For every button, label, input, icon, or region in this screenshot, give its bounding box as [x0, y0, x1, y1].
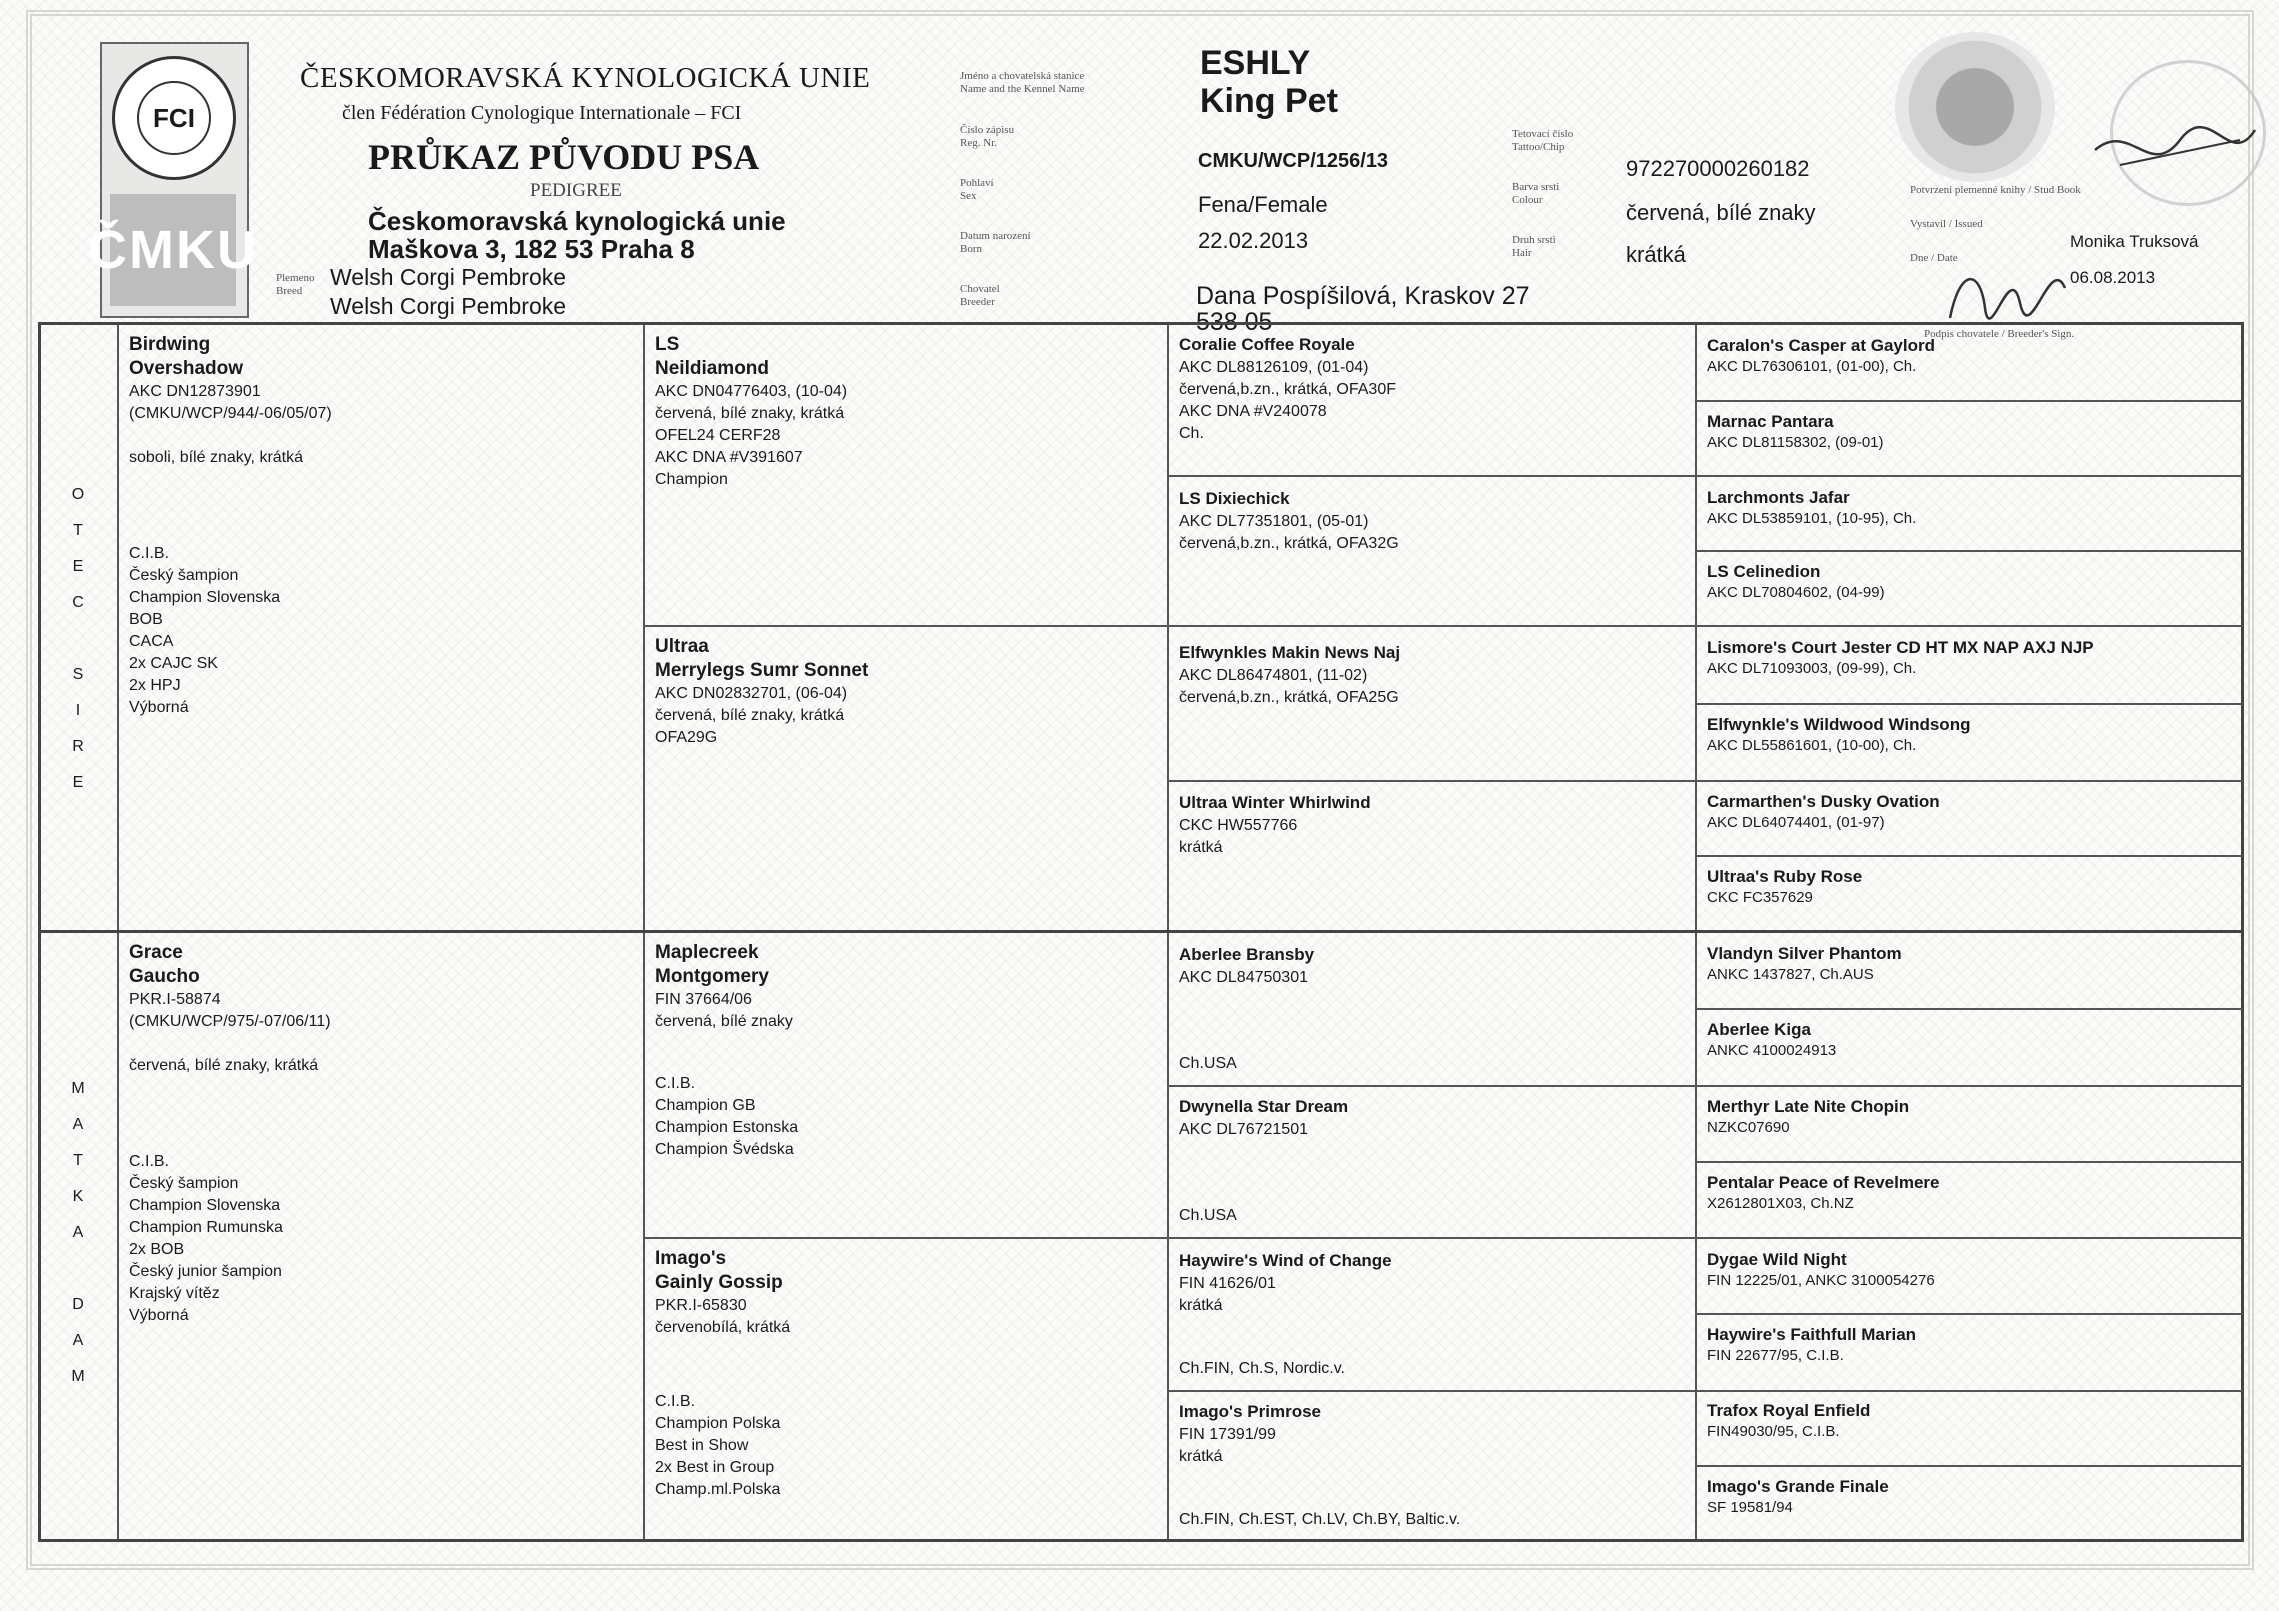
- gen2-title: Champion Švédska: [655, 1141, 794, 1158]
- gen4-name: Marnac Pantara: [1707, 412, 1834, 431]
- org-name: ČESKOMORAVSKÁ KYNOLOGICKÁ UNIE: [300, 62, 871, 94]
- date-label: Dne / Date: [1910, 252, 1958, 264]
- born-label-cz: Datum narození: [960, 230, 1031, 242]
- gen4-line: AKC DL64074401, (01-97): [1707, 814, 1885, 831]
- gen2-cell: [645, 327, 1165, 623]
- dam-name-line1: Grace: [129, 942, 183, 963]
- gen2-line: OFA29G: [655, 729, 718, 746]
- reg-label: [960, 124, 1014, 150]
- gen4-name: Carmarthen's Dusky Ovation: [1707, 792, 1940, 811]
- gen4-cell: [1697, 1318, 2243, 1388]
- gen2-title: Champion Polska: [655, 1415, 781, 1432]
- hair-label-cz: Druh srsti: [1512, 234, 1556, 246]
- gen2-title: Best in Show: [655, 1437, 749, 1454]
- gen2-name: Maplecreek: [655, 942, 759, 963]
- gen3-cell: [1169, 1394, 1693, 1539]
- colour-label-cz: Barva srsti: [1512, 181, 1560, 193]
- gen4-line: ANKC 4100024913: [1707, 1042, 1837, 1059]
- dam-title: Český junior šampion: [129, 1263, 282, 1280]
- gen4-name: Trafox Royal Enfield: [1707, 1401, 1871, 1420]
- name-label-cz: Jméno a chovatelská stanice: [960, 70, 1085, 82]
- gen2-name: Ultraa: [655, 636, 709, 657]
- gen3-divider-2: [1167, 780, 2243, 782]
- sire-title: 2x CAJC SK: [129, 655, 218, 672]
- gen3-line: AKC DL84750301: [1179, 969, 1308, 986]
- gen2-line: červenobílá, krátká: [655, 1319, 791, 1336]
- gen2-line: AKC DN02832701, (06-04): [655, 685, 848, 702]
- sire-name-line2: Overshadow: [129, 358, 244, 379]
- gen4-cell: [1697, 631, 2243, 701]
- gen4-line: FIN 12225/01, ANKC 3100054276: [1707, 1272, 1935, 1289]
- gen4-cell: [1697, 1090, 2243, 1160]
- gen2-title: Champ.ml.Polska: [655, 1481, 781, 1498]
- sire-title: Výborná: [129, 699, 189, 716]
- dam-reg-cz: (CMKU/WCP/975/-07/06/11): [129, 1013, 331, 1030]
- sex-label: [960, 177, 994, 203]
- sire-gap: [129, 469, 629, 543]
- stud-book-label: Potvrzení plemenné knihy / Stud Book: [1910, 184, 2081, 196]
- sire-title: BOB: [129, 611, 163, 628]
- gen2-cell: [645, 629, 1165, 927]
- breeder-label-cz: Chovatel: [960, 283, 1000, 295]
- colour-label: [1512, 181, 1559, 207]
- sire-letter: I: [75, 702, 81, 719]
- dam-letter: D: [72, 1296, 84, 1313]
- gen4-cell: [1697, 937, 2243, 1007]
- dam-reg: PKR.I-58874: [129, 991, 221, 1008]
- sire-name-line1: Birdwing: [129, 334, 211, 355]
- gen4-name: Larchmonts Jafar: [1707, 488, 1850, 507]
- gen3-name: Dwynella Star Dream: [1179, 1097, 1349, 1116]
- gen3-line: AKC DNA #V240078: [1179, 403, 1327, 420]
- gen3-titles: Ch.USA: [1179, 1055, 1237, 1072]
- gen3-line: červená,b.zn., krátká, OFA32G: [1179, 535, 1399, 552]
- issued-label: Vystavil / Issued: [1910, 218, 1983, 230]
- tattoo-label-cz: Tetovací číslo: [1512, 128, 1574, 140]
- gen3-name: Haywire's Wind of Change: [1179, 1251, 1392, 1270]
- hair-value: krátká: [1626, 242, 1686, 267]
- breed-label: [276, 272, 315, 298]
- gen2-name: Montgomery: [655, 966, 769, 987]
- signature-bottom: [1940, 248, 2080, 328]
- gen2-line: AKC DN04776403, (10-04): [655, 383, 848, 400]
- gen3-divider-3: [1167, 1085, 2243, 1087]
- dam-cell: [119, 935, 639, 1535]
- gen4-line: CKC FC357629: [1707, 889, 1813, 906]
- gen4-name: Ultraa's Ruby Rose: [1707, 867, 1863, 886]
- gen4-cell: [1697, 329, 2243, 399]
- gen4-line: AKC DL53859101, (10-95), Ch.: [1707, 510, 1917, 527]
- gen2-line: FIN 37664/06: [655, 991, 752, 1008]
- reg-number: CMKU/WCP/1256/13: [1198, 150, 1389, 172]
- reg-label-cz: Číslo zápisu: [960, 124, 1015, 136]
- gen2-line: Champion: [655, 471, 728, 488]
- dam-letter: M: [71, 1080, 85, 1097]
- gen4-name: Lismore's Court Jester CD HT MX NAP AXJ NJP: [1707, 638, 2094, 657]
- sire-letter: S: [72, 666, 84, 683]
- gen2-gap: [655, 1339, 1155, 1391]
- gen2-title: C.I.B.: [655, 1393, 696, 1410]
- gen4-line: X2612801X03, Ch.NZ: [1707, 1195, 1854, 1212]
- gen4-line: AKC DL81158302, (09-01): [1707, 434, 1884, 451]
- dam-title: Výborná: [129, 1307, 189, 1324]
- gen4-name: Pentalar Peace of Revelmere: [1707, 1173, 1940, 1192]
- gen4-name: Dygae Wild Night: [1707, 1250, 1847, 1269]
- dog-name-line1: ESHLY: [1200, 44, 1311, 82]
- gen4-divider-8: [1695, 1465, 2243, 1467]
- gen3-divider-1: [1167, 475, 2243, 477]
- gen2-title: C.I.B.: [655, 1075, 696, 1092]
- pedigree-table: [38, 322, 2244, 1542]
- gen2-name: Neildiamond: [655, 358, 770, 379]
- gen3-titles: Ch.FIN, Ch.S, Nordic.v.: [1179, 1360, 1345, 1377]
- sex-label-en: Sex: [960, 190, 977, 202]
- gen3-cell: [1169, 1243, 1693, 1388]
- born-label-en: Born: [960, 243, 982, 255]
- breed-value-cz: Welsh Corgi Pembroke: [330, 264, 567, 290]
- gen2-title: 2x Best in Group: [655, 1459, 775, 1476]
- dam-name-line2: Gaucho: [129, 966, 200, 987]
- colour-value: červená, bílé znaky: [1626, 200, 1816, 225]
- cmku-logo: ČMKU: [110, 194, 236, 306]
- sire-reg: AKC DN12873901: [129, 383, 261, 400]
- sire-title: C.I.B.: [129, 545, 170, 562]
- gen3-line: FIN 17391/99: [1179, 1426, 1276, 1443]
- letter-gap: [65, 1251, 91, 1287]
- colour-label-en: Colour: [1512, 194, 1543, 206]
- gen4-cell: [1697, 785, 2243, 855]
- gen4-line: FIN49030/95, C.I.B.: [1707, 1423, 1840, 1440]
- gen4-cell: [1697, 860, 2243, 930]
- sire-reg-cz: (CMKU/WCP/944/-06/05/07): [129, 405, 332, 422]
- gen4-divider-7: [1695, 1313, 2243, 1315]
- gen4-name: Merthyr Late Nite Chopin: [1707, 1097, 1910, 1116]
- sire-colour: soboli, bílé znaky, krátká: [129, 449, 304, 466]
- sire-letter: T: [73, 522, 83, 539]
- gen2-line: červená, bílé znaky: [655, 1013, 793, 1030]
- gen3-line: krátká: [1179, 1297, 1223, 1314]
- sex-value: Fena/Female: [1198, 192, 1328, 217]
- breeder-value-line1: Dana Pospíšilová, Kraskov 27: [1196, 282, 1530, 310]
- gen2-line: PKR.I-65830: [655, 1297, 747, 1314]
- dam-title: Český šampion: [129, 1175, 239, 1192]
- sire-letter: O: [71, 486, 85, 503]
- gen4-name: Vlandyn Silver Phantom: [1707, 944, 1902, 963]
- gen3-line: krátká: [1179, 1448, 1223, 1465]
- breeder-label: [960, 283, 1000, 309]
- gen4-cell: [1697, 1394, 2243, 1464]
- gen3-line: Ch.: [1179, 425, 1204, 442]
- gen4-cell: [1697, 555, 2243, 625]
- dam-title: Krajský vítěz: [129, 1285, 220, 1302]
- gen2-cell: [645, 1241, 1165, 1539]
- breeder-sign-label: Podpis chovatele / Breeder's Sign.: [1924, 328, 2075, 340]
- gen2-title: Champion Estonska: [655, 1119, 799, 1136]
- gen4-line: AKC DL71093003, (09-99), Ch.: [1707, 660, 1917, 677]
- gen3-name: Imago's Primrose: [1179, 1402, 1321, 1421]
- gen3-cell: [1169, 635, 1693, 777]
- fci-logo: [112, 56, 236, 180]
- dam-title: 2x BOB: [129, 1241, 185, 1258]
- gen4-divider-4: [1695, 855, 2243, 857]
- gen3-line: AKC DL76721501: [1179, 1121, 1308, 1138]
- gen4-line: FIN 22677/95, C.I.B.: [1707, 1347, 1844, 1364]
- sire-letter: C: [72, 594, 84, 611]
- gen2-divider-2: [643, 1237, 2243, 1239]
- dam-letter: A: [72, 1116, 84, 1133]
- page-title: PRŮKAZ PŮVODU PSA: [368, 137, 760, 177]
- gen3-line: CKC HW557766: [1179, 817, 1298, 834]
- org-address-line1: Českomoravská kynologická unie: [368, 206, 786, 236]
- sire-title: 2x HPJ: [129, 677, 181, 694]
- gen4-cell: [1697, 1470, 2243, 1540]
- issued-date: 06.08.2013: [2070, 268, 2156, 287]
- name-label-en: Name and the Kennel Name: [960, 83, 1085, 95]
- breeder-label-en: Breeder: [960, 296, 995, 308]
- gen2-line: červená, bílé znaky, krátká: [655, 405, 845, 422]
- gen4-cell: [1697, 708, 2243, 778]
- logo-panel: [88, 42, 258, 318]
- issued-by: Monika Truksová: [2070, 232, 2199, 251]
- sire-letter: R: [72, 738, 84, 755]
- gen2-name: Merrylegs Sumr Sonnet: [655, 660, 869, 681]
- gen4-name: Elfwynkle's Wildwood Windsong: [1707, 715, 1971, 734]
- gen4-line: AKC DL76306101, (01-00), Ch.: [1707, 358, 1917, 375]
- breed-value-en: Welsh Corgi Pembroke: [330, 293, 567, 319]
- dog-name-line2: King Pet: [1200, 82, 1338, 120]
- dam-gap: [129, 1077, 629, 1151]
- gen3-line: červená,b.zn., krátká, OFA25G: [1179, 689, 1399, 706]
- gen2-name: Gainly Gossip: [655, 1272, 783, 1293]
- gen3-name: Coralie Coffee Royale: [1179, 335, 1355, 354]
- gen3-line: krátká: [1179, 839, 1223, 856]
- gen4-divider-5: [1695, 1008, 2243, 1010]
- tattoo-value: 972270000260182: [1626, 156, 1810, 181]
- gen4-cell: [1697, 1013, 2243, 1083]
- gen4-line: AKC DL55861601, (10-00), Ch.: [1707, 737, 1917, 754]
- gen4-name: Imago's Grande Finale: [1707, 1477, 1889, 1496]
- gen4-divider-3: [1695, 703, 2243, 705]
- page-subtitle: PEDIGREE: [530, 180, 622, 201]
- gen4-line: SF 19581/94: [1707, 1499, 1793, 1516]
- gen3-titles: Ch.FIN, Ch.EST, Ch.LV, Ch.BY, Baltic.v.: [1179, 1511, 1461, 1528]
- gen2-line: OFEL24 CERF28: [655, 427, 781, 444]
- gen3-divider-4: [1167, 1390, 2243, 1392]
- gen2-cell: [645, 935, 1165, 1235]
- gen4-divider-1: [1695, 400, 2243, 402]
- gen2-name: Imago's: [655, 1248, 727, 1269]
- gen3-line: červená,b.zn., krátká, OFA30F: [1179, 381, 1396, 398]
- sire-title: CACA: [129, 633, 174, 650]
- dam-letter: A: [72, 1332, 84, 1349]
- sire-spacer: [129, 425, 629, 447]
- stud-book-stamp: [1895, 32, 2055, 182]
- signature-top: [2090, 110, 2260, 190]
- born-value: 22.02.2013: [1198, 228, 1309, 253]
- tattoo-label: [1512, 128, 1573, 154]
- sire-dam-divider: [41, 930, 2241, 933]
- gen4-cell: [1697, 1243, 2243, 1313]
- gen4-line: AKC DL70804602, (04-99): [1707, 584, 1885, 601]
- gen4-name: LS Celinedion: [1707, 562, 1821, 581]
- gen3-line: FIN 41626/01: [1179, 1275, 1276, 1292]
- gen2-name: LS: [655, 334, 680, 355]
- sire-title: Český šampion: [129, 567, 239, 584]
- breeder-value-line2: 538 05: [1196, 308, 1273, 336]
- gen3-cell: [1169, 937, 1693, 1083]
- gen2-line: červená, bílé znaky, krátká: [655, 707, 845, 724]
- breed-label-cz: Plemeno: [276, 272, 315, 284]
- gen2-line: AKC DNA #V391607: [655, 449, 803, 466]
- sex-label-cz: Pohlaví: [960, 177, 994, 189]
- gen4-name: Caralon's Casper at Gaylord: [1707, 336, 1935, 355]
- gen3-name: LS Dixiechick: [1179, 489, 1290, 508]
- gen4-cell: [1697, 405, 2243, 475]
- breed-label-en: Breed: [276, 285, 303, 297]
- hair-label-en: Hair: [1512, 247, 1532, 259]
- dam-title: Champion Rumunska: [129, 1219, 283, 1236]
- gen4-name: Haywire's Faithfull Marian: [1707, 1325, 1917, 1344]
- sire-letter: E: [72, 558, 84, 575]
- dam-letter: K: [72, 1188, 84, 1205]
- dam-title: Champion Slovenska: [129, 1197, 281, 1214]
- org-address-line2: Maškova 3, 182 53 Praha 8: [368, 234, 695, 264]
- hair-label: [1512, 234, 1556, 260]
- org-member: člen Fédération Cynologique Internationale – FCI: [342, 102, 742, 124]
- gen4-cell: [1697, 481, 2243, 551]
- gen4-line: NZKC07690: [1707, 1119, 1790, 1136]
- gen3-line: AKC DL77351801, (05-01): [1179, 513, 1369, 530]
- gen2-gap: [655, 1033, 1155, 1073]
- gen4-line: ANKC 1437827, Ch.AUS: [1707, 966, 1874, 983]
- sire-cell: [119, 327, 639, 927]
- gen4-name: Aberlee Kiga: [1707, 1020, 1811, 1039]
- gen4-cell: [1697, 1166, 2243, 1236]
- born-label: [960, 230, 1031, 256]
- dam-letter: T: [73, 1152, 83, 1169]
- dam-letters: [65, 1071, 91, 1395]
- sire-letters: [65, 477, 91, 801]
- gen4-divider-6: [1695, 1161, 2243, 1163]
- dam-spacer: [129, 1033, 629, 1055]
- name-label: [960, 70, 1085, 96]
- dam-colour: červená, bílé znaky, krátká: [129, 1057, 319, 1074]
- gen3-line: AKC DL86474801, (11-02): [1179, 667, 1368, 684]
- gen3-cell: [1169, 1089, 1693, 1235]
- letter-gap: [65, 621, 91, 657]
- fci-logo-text: FCI: [137, 81, 211, 155]
- sire-title: Champion Slovenska: [129, 589, 281, 606]
- gen3-titles: Ch.USA: [1179, 1207, 1237, 1224]
- gen2-title: Champion GB: [655, 1097, 756, 1114]
- gen3-cell: [1169, 785, 1693, 929]
- dam-title: C.I.B.: [129, 1153, 170, 1170]
- dam-letter: M: [71, 1368, 85, 1385]
- dam-letter: A: [72, 1224, 84, 1241]
- gen3-name: Elfwynkles Makin News Naj: [1179, 643, 1401, 662]
- gen3-name: Aberlee Bransby: [1179, 945, 1315, 964]
- gen3-name: Ultraa Winter Whirlwind: [1179, 793, 1371, 812]
- sire-letter: E: [72, 774, 84, 791]
- gen3-line: AKC DL88126109, (01-04): [1179, 359, 1369, 376]
- tattoo-label-en: Tattoo/Chip: [1512, 141, 1565, 153]
- reg-label-en: Reg. Nr.: [960, 137, 997, 149]
- gen3-cell: [1169, 327, 1693, 473]
